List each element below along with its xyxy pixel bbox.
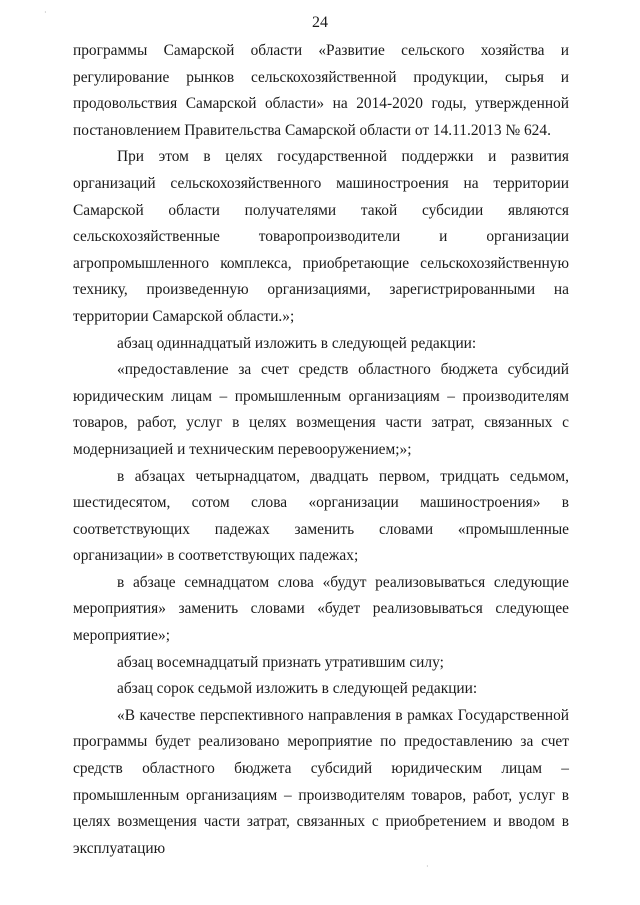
paragraph: в абзаце семнадцатом слова «будут реализовываться следующие мероприятия» заменить словами «будет реализовываться следующее мероприятие»; <box>73 573 569 645</box>
paragraph: «В качестве перспективного направления в рамках Государственной программы будет реализовано мероприятие по предоставлению за счет средств областного бюджета субсидий юридическим лицам – промышленным организациям – производителям товаров, работ, услуг в целях возмещения части затрат, связанных с приобретением и вводом в эксплуатацию <box>73 706 569 857</box>
scan-speck: · <box>44 8 47 17</box>
paragraph: абзац одиннадцатый изложить в следующей редакции: <box>117 334 477 352</box>
document-body <box>73 38 569 862</box>
paragraph: программы Самарской области «Развитие сельского хозяйства и регулирование рынков сельскохозяйственной продукции, сырья и продовольствия Самарской области» на 2014-2020 годы, утвержденной постановлением Правительства Самарской области от 14.11.2013 № 624. <box>73 42 569 139</box>
paragraph: При этом в целях государственной поддержки и развития организаций сельскохозяйственного машиностроения на территории Самарской области получателями такой субсидии являются сельскохозяйственные товаропроизводители и организации агропромышленного комплекса, приобретающие сельскохозяйственную технику, произведенную организациями, зарегистрированными на территории Самарской области.»; <box>73 148 569 325</box>
page-number: 24 <box>312 14 328 31</box>
paragraph: абзац сорок седьмой изложить в следующей редакции: <box>117 680 478 698</box>
scan-speck: · <box>426 862 429 871</box>
paragraph: абзац восемнадцатый признать утратившим силу; <box>117 653 444 671</box>
paragraph: «предоставление за счет средств областного бюджета субсидий юридическим лицам – промышленным организациям – производителям товаров, работ, услуг в целях возмещения части затрат, связанных с модернизацией и техническим перевооружением;»; <box>73 361 569 458</box>
paragraph: в абзацах четырнадцатом, двадцать первом, тридцать седьмом, шестидесятом, сотом слова «организации машиностроения» в соответствующих падежах заменить словами «промышленные организации» в соответствующих падежах; <box>73 467 569 565</box>
